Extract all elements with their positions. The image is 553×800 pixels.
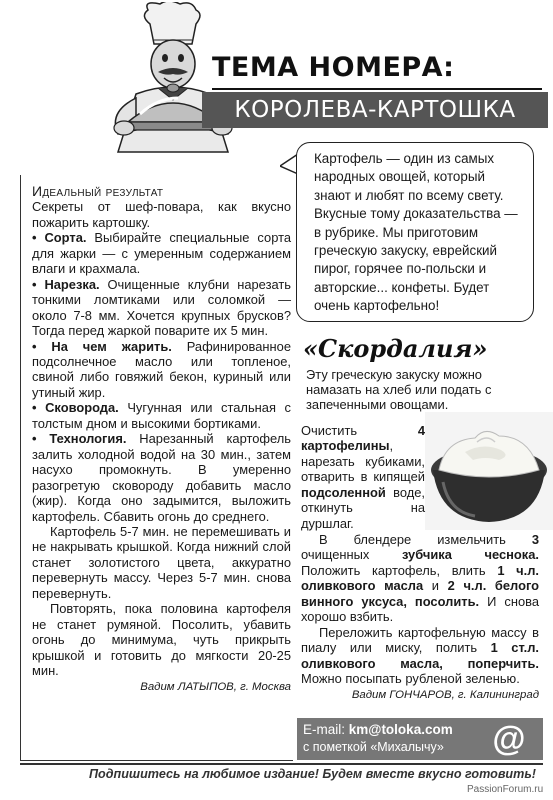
tip-text: Чугунная или стальная с толстым дном и высокими бортиками. — [32, 400, 291, 431]
email-note: с пометкой «Михалычу» — [303, 740, 444, 754]
text-run: В блендере измельчить — [319, 532, 532, 547]
recipe-paragraph — [301, 532, 539, 625]
recipe-paragraph — [301, 423, 425, 531]
tip-label: • Нарезка. — [32, 276, 100, 292]
ingredient: подсоленной — [301, 484, 386, 500]
body-paragraph: Повторять, пока половина картофеля не станет румяной. Посолить, убавить огонь до минимума, чуть прикрыть крышкой и готовить до мягкости 20-25 мин. — [32, 601, 291, 679]
tip-text: Нарезанный картофель залить холодной водой на 30 мин., затем насухо промокнуть. В умеренно разогретую сковороду добавить масло (жир). Когда оно задымится, выложить картофель. Сбавить огонь до среднего. — [32, 431, 291, 524]
mashed-potato-bowl-image — [425, 412, 553, 530]
text-run: Переложить картофельную массу в пиалу или миску, полить — [301, 624, 539, 656]
at-icon: @ — [492, 720, 526, 758]
tip-label: • На чем жарить. — [32, 338, 172, 354]
text-run: И снова хорошо взбить. — [301, 593, 539, 625]
section-heading: Идеальный результат — [32, 183, 164, 199]
ingredient: зубчика чеснока. — [401, 547, 539, 563]
text-run: Положить картофель, влить — [301, 562, 498, 578]
tip-text: Рафинированное подсолнечное масло или топленое, свиной либо говяжий бекон, куриный или утиный жир. — [32, 338, 291, 400]
footer-slogan: Подпишитесь на любимое издание! Будем вместе вкусно готовить! — [89, 767, 536, 781]
tip-label: • Технология. — [32, 431, 127, 447]
ingredient: 1 ч.л. оливкового масла — [301, 562, 540, 594]
author-signature: Вадим ГОНЧАРОВ, г. Калининград — [351, 688, 539, 701]
text-run: воде, откинуть на дуршлаг. — [301, 484, 425, 531]
tip-item — [32, 339, 291, 401]
text-run: очищенных — [301, 547, 402, 563]
ingredient: 1 ст.л. оливкового масла, поперчить. — [301, 640, 539, 671]
text-run: , нарезать кубиками, отварить в кипящей — [301, 438, 425, 485]
ingredient: 4 картофелины — [301, 423, 425, 454]
email-prefix: E-mail: — [303, 722, 349, 737]
tip-item — [32, 277, 291, 339]
tip-item — [32, 431, 291, 524]
recipe-paragraph — [301, 625, 539, 687]
title-divider — [212, 88, 542, 90]
section-lead: Секреты от шеф-повара, как вкусно пожарить картошку. — [32, 199, 291, 230]
frying-tips-column — [32, 184, 291, 695]
text-run: Очистить — [301, 423, 418, 438]
recipe-title: «Скордалия» — [303, 334, 488, 363]
recipe-step-1 — [301, 423, 425, 531]
tip-text: Очищенные клубни нарезать тонкими ломтиками или соломкой — около 7-8 мм. Хочется крупных брусков? Тогда перед жаркой поварите их 5 мин. — [32, 276, 291, 339]
tip-label: • Сорта. — [32, 230, 87, 246]
chef-illustration — [88, 2, 288, 178]
email-address[interactable]: km@toloka.com — [348, 722, 453, 737]
ingredient: 2 ч.л. белого винного уксуса, посолить. — [301, 578, 540, 609]
recipe-intro: Эту греческую закуску можно намазать на хлеб или подать с запеченными овощами. — [306, 367, 492, 413]
tip-item — [32, 400, 291, 431]
recipe-steps — [301, 532, 539, 703]
ingredient: 3 — [531, 532, 539, 547]
footer-divider — [20, 763, 543, 765]
issue-topic-subtitle: КОРОЛЕВА-КАРТОШКА — [202, 92, 548, 128]
text-run: Можно посыпать рубленой зеленью. — [301, 671, 520, 687]
author-signature: Вадим ЛАТЫПОВ, г. Москва — [140, 680, 291, 693]
intro-text: Картофель — один из самых народных овощей, который знают и любят по всему свету. Вкусные тому доказательства — в рубрике. Мы приготовим греческую закуску, еврейский пирог, горячее по-польски и авторские... конфеты. Будет очень картофельно! — [314, 151, 518, 314]
issue-topic-title: ТЕМА НОМЕРА: — [212, 52, 455, 83]
email-line — [303, 722, 453, 737]
watermark: PassionForum.ru — [467, 784, 544, 795]
text-run: и — [423, 578, 448, 594]
body-paragraph: Картофель 5-7 мин. не перемешивать и не накрывать крышкой. Когда нижний слой станет золотистого цвета, аккуратно перевернуть массу. Через 5-7 мин. снова перевернуть. — [32, 523, 291, 601]
tip-label: • Сковорода. — [32, 400, 119, 416]
tip-text: Выбирайте специальные сорта для жарки — с умеренным содержанием влаги и крахмала. — [32, 230, 292, 277]
tip-item — [32, 230, 291, 276]
